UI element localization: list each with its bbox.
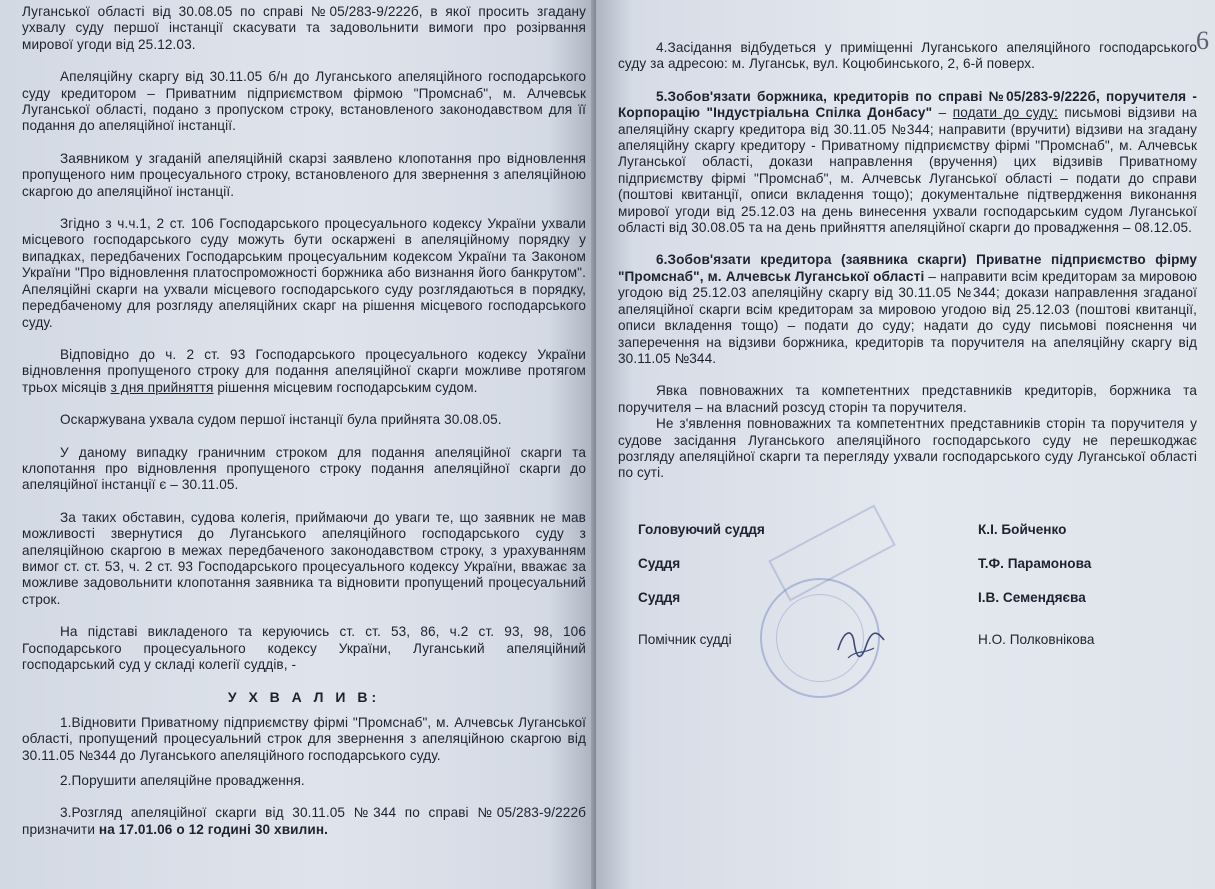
ruling-item-1: 1.Відновити Приватному підприємству фірмі "Промснаб", м. Алчевськ Луганської області, пропущений процесуальний строк для звернення з апеляційною скаргою від 30.11.05 №344 до Луганського апеляційного господарського суду. [22,714,586,763]
paragraph-8: За таких обставин, судова колегія, приймаючи до уваги те, що заявник не мав можливості звернутися до Луганського апеляційного господарського суду з апеляційною скаргою в межах передбаченого законодавством строку, з урахуванням вимог ст. ст. 53, ч. 2 ст. 93 Господарського процесуального кодексу України, вважає за можливе задовольнити клопотання заявника та відновити пропущений процесуальний строк. [22,509,586,607]
ruling-item-3 [22,805,586,838]
paragraph-9: На підставі викладеного та керуючись ст. ст. 53, 86, ч.2 ст. 93, 98, 106 Господарського процесуального кодексу України, Луганський апеляційний господарський суд у складі колегії суддів, - [22,624,586,672]
ruling-item-5-bold: 5.Зобов'язати боржника, кредиторів по справі №05/283-9/222б, поручителя - Корпорацію "Індустріальна Спілка Донбасу" [618,88,1197,121]
ruling-item-5-text: письмові відзиви на апеляційну скаргу кредитора від 30.11.05 №344; направити (вручити) відзиви на згадану апеляційну скаргу кредитору - Приватному підприємству фірмі "Промснаб", м. Алчевськ Луганської області, докази направлення (вручення) цих відзивів Приватному підприємству фірмі "Промснаб", м. Алчевськ Луганської області – подати до справи (поштові квитанції, описи вкладення тощо); документальне підтвердження виконання мирової угоди від 25.12.03 на день винесення ухвали господарським судом Луганської області від 30.08.05 та на день прийняття апеляційної скарги до провадження – 08.12.05. [618,105,1197,236]
handwritten-signature [830,620,890,670]
paragraph-1: Луганської області від 30.08.05 по справі №05/283-9/222б, в якої просить згадану ухвалу суду першої інстанції скасувати та задовольнити вимоги про розірвання мирової угоди від 25.12.03. [22,4,586,52]
signature-row-presiding [618,522,1197,556]
ruling-item-2: 2.Порушити апеляційне провадження. [60,773,305,789]
signature-row-judge-1 [618,556,1197,590]
ruling-item-5-underlined: подати до суду: [952,105,1058,121]
paragraph-7: У даному випадку граничним строком для подання апеляційної скарги та клопотання про відновлення пропущеного строку подання апеляційної скарги до апеляційної інстанції є – 30.11.05. [22,444,586,493]
ruling-item-6 [618,252,1197,367]
paragraph-5-text-b: рішення місцевим господарським судом. [213,379,478,395]
signature-role: Головуючий суддя [638,521,765,537]
ruling-item-6-bold: 6.Зобов'язати кредитора (заявника скарги) Приватне підприємство фірму "Промснаб", м. Алчевськ Луганської області [618,252,1197,284]
paragraph-6: Оскаржувана ухвала судом першої інстанції була прийнята 30.08.05. [60,412,502,428]
right-page [596,0,1215,889]
paragraph-2: Апеляційну скаргу від 30.11.05 б/н до Луганського апеляційного господарського суду кредитором – Приватним підприємством фірмою "Промснаб", м. Алчевськ Луганської області, подано з пропуском строку, встановленого законодавством для її подання до апеляційної інстанції. [22,69,586,134]
signature-row-judge-2 [618,590,1197,624]
ruling-item-3-text: 3.Розгляд апеляційної скарги від 30.11.05 №344 по справі №05/283-9/222б призначити [22,805,586,837]
signature-row-assistant [618,632,1197,666]
ruling-title: У Х В А Л И В: [227,689,381,706]
absence-note: Не з'явлення повноважних та компетентних представників сторін та поручителя у судове засідання Луганського апеляційного господарського суду не перешкоджає розгляду апеляційної скарги та перегляду ухвали господарського суду Луганської області по суті. [618,416,1197,481]
signature-name: К.І. Бойченко [978,521,1067,537]
ruling-item-6-text: – направити всім кредиторам за мировою угодою від 25.12.03 апеляційну скаргу від 30.11.05 №344; докази направлення згаданої апеляційної скарги всім кредиторам за мировою угодою від 25.12.03 (поштові квитанції, описи вкладення тощо) – подати до суду; надати до суду письмові пояснення чи заперечення на відзиви боржника, кредиторів та поручителя на апеляційну скаргу від 30.11.05 №344. [618,268,1197,366]
signature-name: Т.Ф. Парамонова [978,555,1092,571]
hearing-date: на 17.01.06 о 12 годині 30 хвилин. [98,821,329,837]
signature-name: Н.О. Полковнікова [978,631,1095,647]
paragraph-5-underlined: з дня прийняття [110,379,214,395]
paragraph-3: Заявником у згаданій апеляційній скарзі заявлено клопотання про відновлення пропущеного ним процесуального строку, встановленого для звернення з апеляційною скаргою до апеляційної інстанції. [22,150,586,199]
signature-role: Суддя [638,589,681,605]
attendance-note: Явка повноважних та компетентних представників кредиторів, боржника та поручителя – на власний розсуд сторін та поручителя. [618,383,1197,415]
signature-role: Суддя [638,555,681,571]
signature-role: Помічник судді [638,631,732,647]
ruling-item-4: 4.Засідання відбудеться у приміщенні Луганського апеляційного господарського суду за адресою: м. Луганськ, вул. Коцюбинського, 2, 6-й поверх. [618,40,1197,72]
ruling-item-5: 5.Зобов'язати боржника, кредиторів по справі №05/283-9/222б, поручителя - Корпорацію "Індустріальна Спілка Донбасу" – подати до суду: письмові відзиви на апеляційну скаргу кредитора від 30.11.05 №344; направити (вручити) відзиви на згадану апеляційну скаргу кредитору - Приватному підприємству фірмі "Промснаб", м. Алчевськ Луганської області, докази направлення (вручення) цих відзивів Приватному підприємству фірмі "Промснаб", м. Алчевськ Луганської області – подати до справи (поштові квитанції, описи вкладення тощо); документальне підтвердження виконання мирової угоди від 25.12.03 на день винесення ухвали господарським судом Луганської області від 30.08.05 та на день прийняття апеляційної скарги до провадження – 08.12.05. [618,88,1197,236]
paragraph-4: Згідно з ч.ч.1, 2 ст. 106 Господарського процесуального кодексу України ухвали місцевого господарського суду можуть бути оскаржені в апеляційному порядку у випадках, передбачених Господарським процесуальним кодексом України та Законом України "Про відновлення платоспроможності боржника або визнання його банкрутом". Апеляційні скарги на ухвали місцевого господарського суду розглядаються в порядку, передбаченому для розгляду апеляційних скарг на рішення місцевого господарського суду. [22,216,586,330]
paragraph-5 [22,347,586,396]
signature-name: І.В. Семендяєва [978,589,1086,605]
left-page [0,0,596,889]
paragraph-5-text-a: Відповідно до ч. 2 ст. 93 Господарського процесуального кодексу України відновлення пропущеного строку для подання апеляційної скарги можливе протягом трьох місяців [22,346,586,395]
page-number-mark: 6 [1196,26,1209,55]
